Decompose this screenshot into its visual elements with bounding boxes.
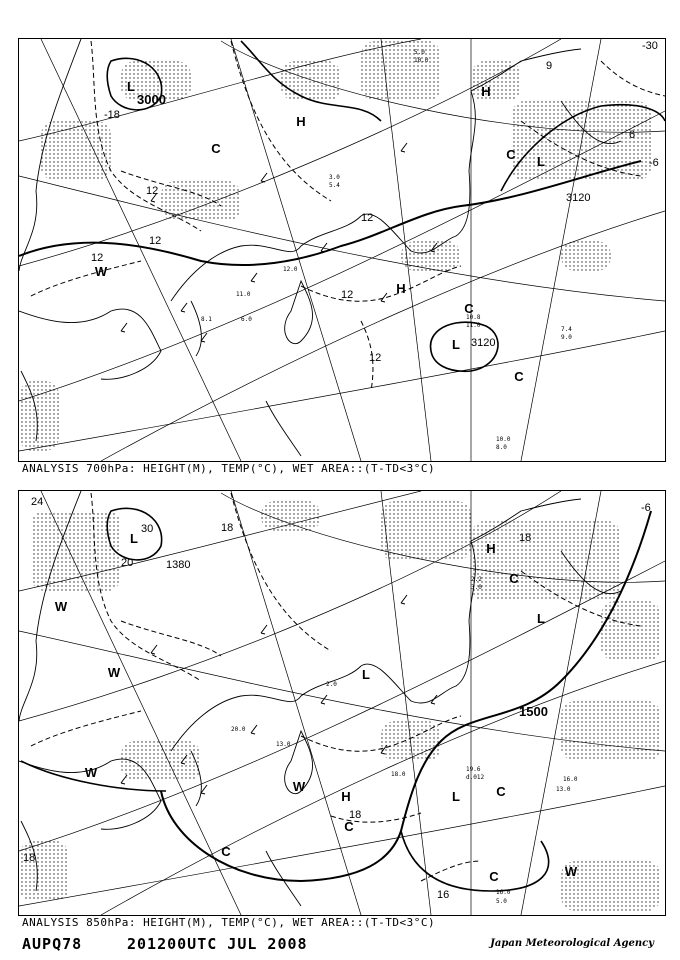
wind-barb (401, 143, 407, 152)
graticule-line (19, 331, 665, 451)
station-observation: 2.2 (471, 576, 482, 583)
wind-barb (121, 323, 127, 332)
agency-credit: Japan Meteorological Agency (490, 938, 654, 949)
station-observation: 5.0 (496, 898, 507, 905)
contour-label: 12 (361, 212, 374, 224)
wind-barb (381, 293, 387, 302)
temperature-isotherm (31, 261, 141, 296)
station-observation: 8.0 (496, 444, 507, 451)
coastline (361, 91, 475, 253)
pressure-system-mark: L (452, 337, 460, 352)
station-observation: 12.0 (283, 266, 298, 273)
contour-label: 18 (349, 809, 362, 821)
wet-area (381, 721, 441, 761)
station-observation: 2.0 (326, 681, 337, 688)
wind-barb (151, 645, 157, 654)
wet-area (19, 841, 69, 901)
valid-time: 201200UTC JUL 2008 (127, 935, 308, 953)
station-observation: 8.1 (201, 316, 212, 323)
pressure-system-mark: H (481, 84, 491, 99)
coastline (171, 666, 361, 751)
pressure-system-mark: H (296, 114, 306, 129)
wet-area (561, 241, 611, 271)
pressure-system-mark: C (221, 844, 231, 859)
wind-barb (261, 625, 267, 634)
contour-label: 3000 (137, 92, 166, 107)
station-observation: 13.0 (556, 786, 571, 793)
contour-label: 24 (31, 496, 44, 508)
coastline (19, 309, 161, 379)
pressure-system-mark: W (292, 779, 306, 794)
wind-barb (181, 303, 187, 312)
contour-label: 1500 (519, 704, 548, 719)
coastline (266, 401, 301, 456)
station-observation: 3.0 (329, 174, 340, 181)
pressure-system-mark: C (489, 869, 499, 884)
pressure-system-mark: C (509, 571, 519, 586)
contour-label: 18 (519, 532, 532, 544)
caption-850hpa: ANALYSIS 850hPa: HEIGHT(M), TEMP(°C), WET AREA::(T-TD<3°C) (22, 916, 436, 929)
contour-label: 12 (369, 352, 382, 364)
wet-area (19, 381, 59, 451)
temperature-isotherm (121, 621, 221, 656)
wind-barb (251, 273, 257, 282)
pressure-system-mark: C (344, 819, 354, 834)
station-observation: 16.0 (496, 889, 511, 896)
wind-barb (251, 725, 257, 734)
station-observation: 7.4 (561, 326, 572, 333)
pressure-system-mark: C (464, 301, 474, 316)
pressure-system-mark: H (396, 281, 406, 296)
pressure-system-mark: H (341, 789, 351, 804)
pressure-system-mark: L (452, 789, 460, 804)
temperature-isotherm (601, 61, 665, 96)
map-850hpa (19, 491, 665, 915)
wet-area (41, 121, 111, 181)
coastline (361, 541, 475, 703)
pressure-system-mark: H (486, 541, 496, 556)
station-observation: 5.0 (414, 49, 425, 56)
pressure-system-mark: L (127, 79, 135, 94)
pressure-system-mark: W (564, 864, 578, 879)
pressure-system-mark: C (506, 147, 516, 162)
wet-area (561, 701, 661, 761)
product-code: AUPQ78 (22, 935, 83, 953)
wind-barb (201, 333, 207, 342)
station-observation: 11.0 (466, 322, 481, 329)
wind-barb (431, 695, 437, 704)
wet-area (361, 41, 441, 101)
station-observation: 10.8 (466, 314, 481, 321)
wet-area (471, 61, 521, 101)
contour-label: 16 (437, 889, 450, 901)
contour-label: 12 (146, 185, 159, 197)
pressure-system-mark: C (496, 784, 506, 799)
station-observation: 5.4 (329, 182, 340, 189)
station-observation: 10.0 (496, 436, 511, 443)
contour-label: 20 (121, 557, 134, 569)
chart-panel-850hpa (18, 490, 666, 916)
contour-label: 3120 (566, 192, 591, 204)
temperature-isotherm (421, 861, 481, 881)
wet-area (281, 61, 341, 101)
contour-label: 6 (629, 129, 636, 141)
pressure-system-mark: L (130, 531, 138, 546)
wet-area (401, 241, 461, 271)
station-observation: d.012 (466, 774, 485, 781)
pressure-system-mark: W (54, 599, 68, 614)
temperature-isotherm (31, 711, 141, 746)
station-observation: 18.0 (391, 771, 406, 778)
station-observation: 10.0 (414, 57, 429, 64)
contour-label: 9 (546, 60, 553, 72)
contour-label: 18 (221, 522, 234, 534)
contour-label: -6 (641, 502, 651, 514)
wet-area (601, 601, 661, 661)
caption-700hpa: ANALYSIS 700hPa: HEIGHT(M), TEMP(°C), WET AREA::(T-TD<3°C) (22, 462, 436, 475)
wet-area (471, 521, 621, 601)
contour-label: -18 (104, 109, 120, 121)
station-observation: 6.0 (241, 316, 252, 323)
contour-label: 1380 (166, 559, 191, 571)
chart-panel-700hpa (18, 38, 666, 462)
contour-label: 12 (341, 289, 354, 301)
wind-barb (401, 595, 407, 604)
contour-label: 3120 (471, 337, 496, 349)
contour-label: 12 (149, 235, 162, 247)
coastline (171, 216, 361, 301)
station-observation: 13.0 (276, 741, 291, 748)
station-observation: 19.6 (466, 766, 481, 773)
contour-label: 30 (141, 523, 154, 535)
station-observation: 3.0 (471, 584, 482, 591)
pressure-system-mark: L (362, 667, 370, 682)
station-observation: 9.0 (561, 334, 572, 341)
station-observation: 16.0 (563, 776, 578, 783)
graticule-line (231, 491, 361, 915)
wet-area (381, 501, 471, 561)
contour-label: 18 (23, 852, 36, 864)
coastline (191, 301, 201, 356)
pressure-system-mark: W (107, 665, 121, 680)
wind-barb (201, 785, 207, 794)
pressure-system-mark: W (84, 765, 98, 780)
contour-label: -30 (642, 40, 658, 52)
station-observation: 20.0 (231, 726, 246, 733)
pressure-system-mark: W (94, 264, 108, 279)
pressure-system-mark: L (537, 611, 545, 626)
contour-label: 12 (91, 252, 104, 264)
pressure-system-mark: L (537, 154, 545, 169)
wind-barb (121, 775, 127, 784)
contour-label: -6 (649, 157, 659, 169)
graticule-line (41, 491, 241, 915)
map-700hpa (19, 39, 665, 461)
pressure-system-mark: C (514, 369, 524, 384)
station-observation: 11.0 (236, 291, 251, 298)
pressure-system-mark: C (211, 141, 221, 156)
